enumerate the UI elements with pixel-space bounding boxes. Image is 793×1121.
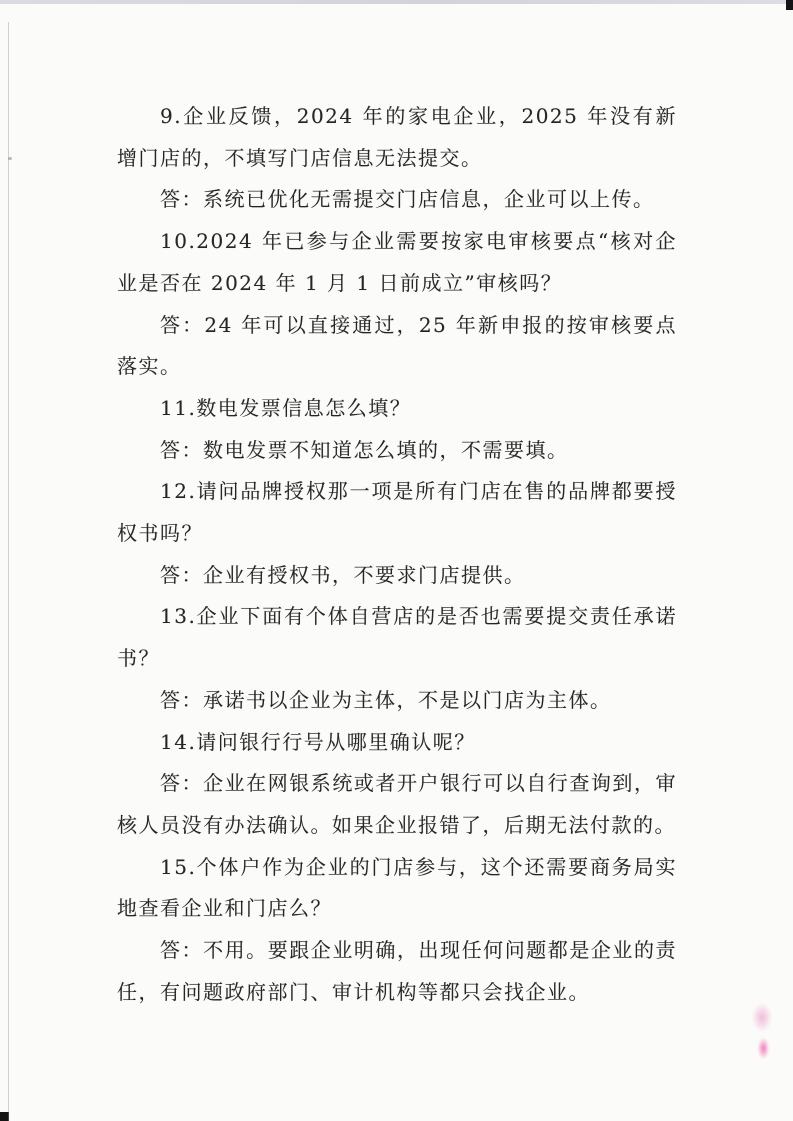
answer-10: 答：24 年可以直接通过，25 年新申报的按审核要点落实。 [117, 312, 677, 379]
question-14: 14.请问银行行号从哪里确认呢？ [160, 729, 476, 754]
answer-9: 答：系统已优化无需提交门店信息，企业可以上传。 [160, 187, 655, 212]
answer-15: 答：不用。要跟企业明确，出现任何问题都是企业的责任，有问题政府部门、审计机构等都只会找企业。 [117, 938, 677, 1004]
scan-top-edge-artifact [0, 0, 793, 4]
scan-corner-artifact-top-right [786, 0, 793, 10]
scan-speck [8, 157, 12, 160]
question-12: 12.请问品牌授权那一项是所有门店在售的品牌都要授权书吗？ [117, 479, 677, 546]
question-9: 9.企业反馈，2024 年的家电企业，2025 年没有新增门店的，不填写门店信息无法提交。 [117, 104, 677, 170]
answer-13: 答：承诺书以企业为主体，不是以门店为主体。 [160, 687, 612, 712]
pink-ink-smudge [747, 1000, 777, 1062]
answer-12: 答：企业有授权书，不要求门店提供。 [160, 562, 526, 587]
question-13: 13.企业下面有个体自营店的是否也需要提交责任承诺书？ [117, 604, 677, 671]
faq-text-block [117, 96, 677, 1013]
question-10: 10.2024 年已参与企业需要按家电审核要点“核对企业是否在 2024 年 1 月 1 日前成立”审核吗？ [117, 229, 677, 295]
question-11: 11.数电发票信息怎么填？ [160, 395, 412, 420]
answer-11: 答：数电发票不知道怎么填的，不需要填。 [160, 437, 569, 462]
scan-left-edge-line [8, 22, 9, 1121]
question-15: 15.个体户作为企业的门店参与，这个还需要商务局实地查看企业和门店么？ [117, 854, 677, 921]
answer-14: 答：企业在网银系统或者开户银行可以自行查询到，审核人员没有办法确认。如果企业报错了，后期无法付款的。 [117, 771, 677, 837]
